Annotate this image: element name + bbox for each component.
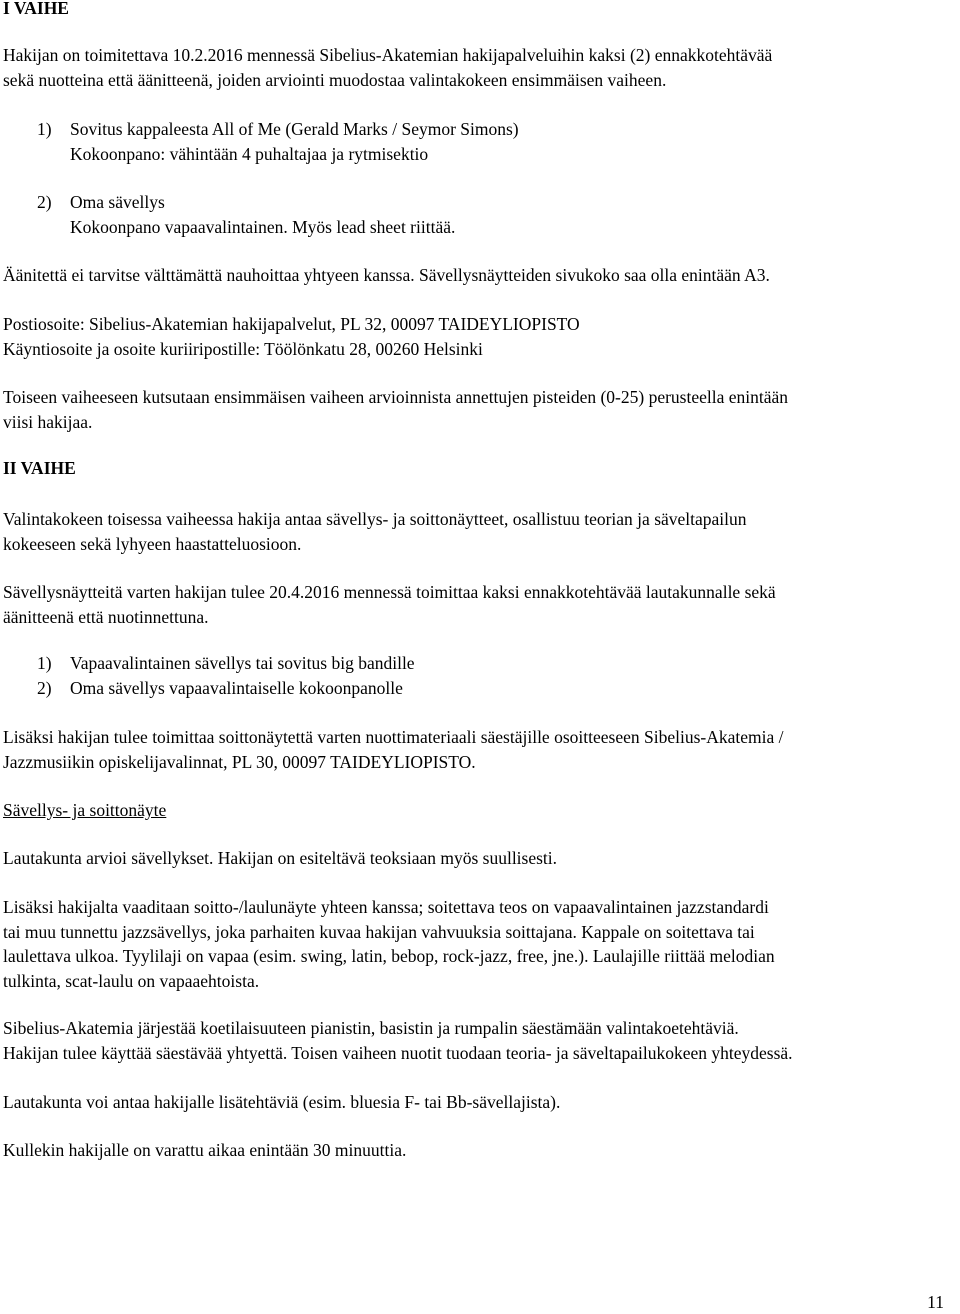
phase2-intro-line: Valintakokeen toisessa vaiheessa hakija antaa sävellys- ja soittonäytteet, osallistuu teorian ja säveltapailun <box>3 509 747 529</box>
task-text: Vapaavalintainen sävellys tai sovitus big bandille <box>70 653 415 673</box>
task-detail: Kokoonpano: vähintään 4 puhaltajaa ja rytmisektio <box>70 143 429 164</box>
phase2-intro <box>3 507 958 556</box>
phase2-heading: II VAIHE <box>3 458 76 478</box>
phase1-intro <box>3 43 958 92</box>
phase1-heading: I VAIHE <box>3 0 69 18</box>
task-text: Oma sävellys vapaavalintaiselle kokoonpanolle <box>70 678 403 698</box>
recording-note: Äänitettä ei tarvitse välttämättä nauhoittaa yhtyeen kanssa. Sävellysnäytteiden sivukoko saa olla enintään A3. <box>3 265 770 285</box>
accompaniment-line: Hakijan tulee käyttää säestävää yhtyettä. Toisen vaiheen nuotit tuodaan teoria- ja säveltapailukokeen yhteydessä. <box>3 1042 793 1063</box>
deadline-line: äänitteenä että nuotinnettuna. <box>3 606 209 627</box>
sample-section-heading: Sävellys- ja soittonäyte <box>3 800 167 820</box>
list-number: 2) <box>37 678 52 698</box>
postal-address: Postiosoite: Sibelius-Akatemian hakijapalvelut, PL 32, 00097 TAIDEYLIOPISTO <box>3 314 580 334</box>
invite-line: Toiseen vaiheeseen kutsutaan ensimmäisen vaiheen arvioinnista annettujen pisteiden (0-25) perusteella enintään <box>3 387 789 407</box>
performance-line: Lisäksi hakijalta vaaditaan soitto-/laulunäyte yhteen kanssa; soitettava teos on vapaavalintainen jazzstandardi <box>3 897 769 917</box>
extra-tasks-text: Lautakunta voi antaa hakijalle lisätehtäviä (esim. bluesia F- tai Bb-sävellajista). <box>3 1092 561 1112</box>
list-number: 1) <box>37 119 52 139</box>
list-number: 2) <box>37 192 52 212</box>
material-line: Jazzmusiikin opiskelijavalinnat, PL 30, 00097 TAIDEYLIOPISTO. <box>3 751 476 772</box>
evaluation-text: Lautakunta arvioi sävellykset. Hakijan on esiteltävä teoksiaan myös suullisesti. <box>3 848 558 868</box>
invite-paragraph <box>3 385 958 434</box>
material-line: Lisäksi hakijan tulee toimittaa soittonäytettä varten nuottimateriaali säestäjille osoitteeseen Sibelius-Akatemia / <box>3 727 784 747</box>
addresses <box>3 312 958 361</box>
performance-line: tulkinta, scat-laulu on vapaaehtoista. <box>3 970 260 991</box>
phase1-intro-line: sekä nuotteina että äänitteenä, joiden arviointi muodostaa valintakokeen ensimmäisen vaiheen. <box>3 69 667 90</box>
time-limit-text: Kullekin hakijalle on varattu aikaa enintään 30 minuuttia. <box>3 1140 407 1160</box>
task-title: Sovitus kappaleesta All of Me (Gerald Marks / Seymor Simons) <box>70 119 519 139</box>
visit-address: Käyntiosoite ja osoite kuriiripostille: Töölönkatu 28, 00260 Helsinki <box>3 338 483 359</box>
performance-line: laulettava ulkoa. Tyylilaji on vapaa (esim. swing, latin, bebop, rock-jazz, free, jne.). Laulajille riittää melodian <box>3 946 775 966</box>
task-title: Oma sävellys <box>70 192 165 212</box>
phase1-intro-line: Hakijan on toimitettava 10.2.2016 mennessä Sibelius-Akatemian hakijapalveluihin kaksi (2) ennakkotehtävää <box>3 45 773 65</box>
phase2-deadline <box>3 580 958 629</box>
deadline-line: Sävellysnäytteitä varten hakijan tulee 20.4.2016 mennessä toimittaa kaksi ennakkotehtävää lautakunnalle sekä <box>3 582 776 602</box>
accompaniment-paragraph <box>3 1016 958 1065</box>
phase2-intro-line: kokeeseen sekä lyhyeen haastatteluosioon. <box>3 533 302 554</box>
material-paragraph <box>3 725 958 774</box>
list-number: 1) <box>37 653 52 673</box>
page-number: 11 <box>927 1292 944 1312</box>
performance-paragraph <box>3 895 958 993</box>
accompaniment-line: Sibelius-Akatemia järjestää koetilaisuuteen pianistin, basistin ja rumpalin säestämään valintakoetehtäviä. <box>3 1018 739 1038</box>
invite-line: viisi hakijaa. <box>3 411 93 432</box>
performance-line: tai muu tunnettu jazzsävellys, joka parhaiten kuvaa hakijan vahvuuksia soittajana. Kappale on soitettava tai <box>3 921 755 942</box>
task-detail: Kokoonpano vapaavalintainen. Myös lead sheet riittää. <box>70 216 456 237</box>
